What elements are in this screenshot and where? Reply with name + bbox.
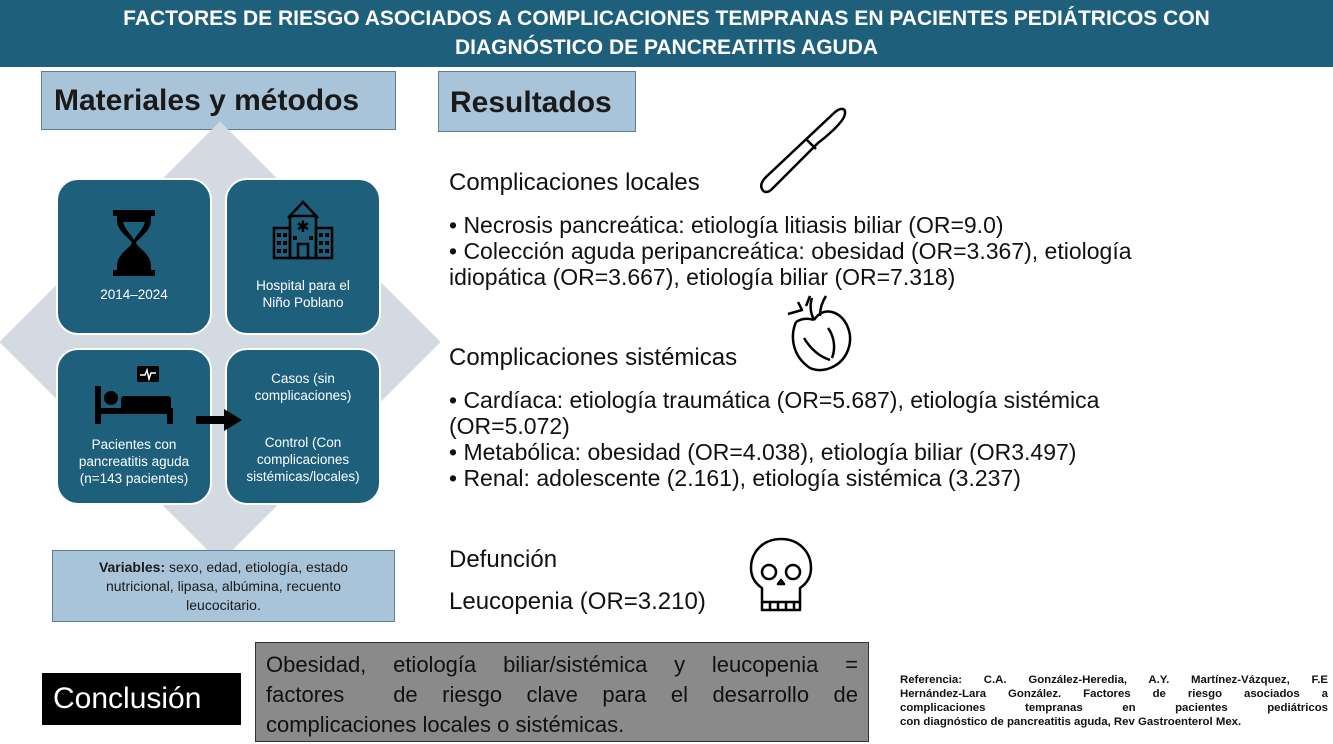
period-box [56, 178, 212, 335]
variables-label: Variables: [98, 559, 166, 575]
control-line-2: complicaciones [256, 452, 350, 467]
systemic-bullets [449, 387, 1099, 491]
groups-box [225, 348, 381, 505]
reference-line-2: Hernández-Lara González. Factores de riesgo asociados a [900, 688, 1328, 700]
methods-title: Materiales y métodos [41, 71, 396, 130]
reference [900, 673, 1328, 729]
period-text: 2014–2024 [100, 287, 168, 302]
conclusion-box [255, 642, 869, 742]
reference-line-3: complicaciones tempranas en pacientes pediátricos [900, 702, 1328, 714]
hourglass-icon [111, 208, 157, 278]
title-line-2: DIAGNÓSTICO DE PANCREATITIS AGUDA [454, 36, 879, 59]
variables-box [52, 550, 395, 622]
systemic-heading: Complicaciones sistémicas [449, 344, 738, 371]
conclusion-label: Conclusión [42, 673, 241, 725]
svg-text:✱: ✱ [296, 217, 310, 236]
cases-line-1: Casos (sin [271, 371, 335, 386]
conclusion-line-3: complicaciones locales o sistémicas. [266, 712, 625, 737]
reference-line-4: con diagnóstico de pancreatitis aguda, Rev Gastroenterol Mex. [900, 716, 1242, 728]
header-banner [0, 0, 1333, 67]
patients-box [56, 348, 212, 505]
heart-icon [784, 292, 856, 374]
hospital-box [225, 178, 381, 335]
patients-line-1: Pacientes con [91, 437, 177, 452]
variables-line-3: leucocitario. [186, 597, 261, 613]
reference-line-1: Referencia: C.A. González-Heredia, A.Y. Martínez-Vázquez, F.E [900, 674, 1328, 686]
systemic-bullet-2: • Metabólica: obesidad (OR=4.038), etiología biliar (OR3.497) [449, 439, 1077, 465]
local-bullet-2a: • Colección aguda peripancreática: obesidad (OR=3.367), etiología [449, 238, 1132, 264]
patient-bed-icon [91, 364, 177, 426]
arrow-right-icon [196, 409, 242, 431]
hospital-icon [270, 196, 336, 262]
control-line-3: sistémicas/locales) [246, 469, 360, 484]
results-title: Resultados [438, 71, 636, 132]
variables-line-2: nutricional, lipasa, albúmina, recuento [105, 578, 342, 594]
local-heading: Complicaciones locales [449, 169, 700, 196]
local-bullets [449, 212, 1132, 290]
control-line-1: Control (Con [264, 435, 342, 450]
conclusion-line-1: Obesidad, etiología biliar/sistémica y leucopenia = [266, 652, 858, 677]
title-line-1: FACTORES DE RIESGO ASOCIADOS A COMPLICACIONES TEMPRANAS EN PACIENTES PEDIÁTRICOS CON [123, 7, 1210, 30]
death-heading: Defunción [449, 546, 558, 573]
local-bullet-1: • Necrosis pancreática: etiología litiasis biliar (OR=9.0) [449, 212, 1004, 238]
death-item: Leucopenia (OR=3.210) [449, 588, 706, 615]
systemic-bullet-3: • Renal: adolescente (2.161), etiología sistémica (3.237) [449, 465, 1021, 491]
hospital-line-2: Niño Poblano [262, 295, 344, 310]
variables-line-1: sexo, edad, etiología, estado [165, 559, 349, 575]
hospital-line-1: Hospital para el [256, 278, 350, 293]
scalpel-icon [756, 103, 852, 195]
conclusion-line-2: factores de riesgo clave para el desarrollo de [266, 682, 858, 707]
skull-icon [748, 536, 814, 614]
systemic-bullet-1a: • Cardíaca: etiología traumática (OR=5.687), etiología sistémica [449, 387, 1100, 413]
cases-line-2: complicaciones) [254, 388, 352, 403]
local-bullet-2b: idiopática (OR=3.667), etiología biliar (OR=7.318) [449, 264, 956, 290]
patients-line-2: pancreatitis aguda [78, 454, 190, 469]
patients-line-3: (n=143 pacientes) [79, 471, 189, 486]
systemic-bullet-1b: (OR=5.072) [449, 413, 570, 439]
